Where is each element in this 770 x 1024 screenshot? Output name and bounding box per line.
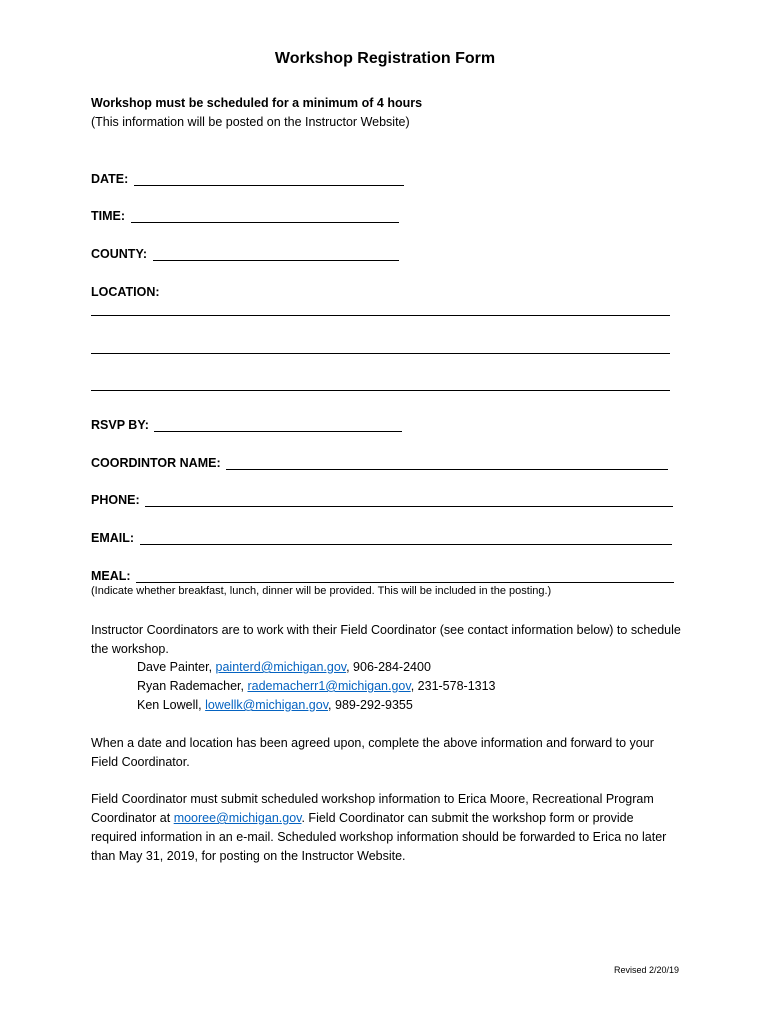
county-blank[interactable] <box>153 246 399 261</box>
revised-date: Revised 2/20/19 <box>613 965 679 975</box>
rsvp-blank[interactable] <box>154 417 402 432</box>
contact-email-link[interactable]: lowellk@michigan.gov <box>205 698 329 712</box>
email-blank[interactable] <box>140 530 672 545</box>
coordinator-label: COORDINTOR NAME: <box>91 456 225 470</box>
coordinator-blank[interactable] <box>226 455 668 470</box>
time-label: TIME: <box>91 209 129 223</box>
instructions-agreed: When a date and location has been agreed upon, complete the above information and forward to your Field Coordinator. <box>91 736 654 769</box>
phone-label: PHONE: <box>91 493 144 507</box>
date-field <box>91 168 404 186</box>
contact-email-link[interactable]: rademacherr1@michigan.gov <box>247 679 411 693</box>
meal-note: (Indicate whether breakfast, lunch, dinner will be provided. This will be included in the posting.) <box>91 585 552 597</box>
location-field <box>91 281 160 299</box>
date-label: DATE: <box>91 172 132 186</box>
instructions-intro: Instructor Coordinators are to work with their Field Coordinator (see contact information below) to schedule the workshop. <box>91 623 681 656</box>
contact-item: Ken Lowell, lowellk@michigan.gov, 989-292-9355 <box>137 698 413 712</box>
page-title: Workshop Registration Form <box>274 50 496 67</box>
coordinator-field <box>91 452 668 470</box>
time-blank[interactable] <box>131 208 399 223</box>
meal-blank[interactable] <box>136 568 674 583</box>
phone-field <box>91 489 673 507</box>
notice-minimum-hours: Workshop must be scheduled for a minimum of 4 hours <box>91 96 423 110</box>
contact-list <box>137 658 496 715</box>
rsvp-label: RSVP BY: <box>91 418 153 432</box>
contact-email-link[interactable]: painterd@michigan.gov <box>215 660 347 674</box>
meal-label: MEAL: <box>91 569 135 583</box>
meal-field <box>91 565 674 583</box>
location-label: LOCATION: <box>91 285 160 299</box>
contact-item: Ryan Rademacher, rademacherr1@michigan.gov, 231-578-1313 <box>137 679 496 693</box>
location-blank-3[interactable] <box>91 390 670 391</box>
instructions-submit: Field Coordinator must submit scheduled workshop information to Erica Moore, Recreational Program Coordinator at mooree@michigan.gov. Field Coordinator can submit the workshop form or provide required information in an e-mail. Scheduled workshop information should be forwarded to Erica no later than May 31, 2019, for posting on the Instructor Website. <box>91 792 667 863</box>
notice-posting: (This information will be posted on the Instructor Website) <box>91 115 410 129</box>
email-field <box>91 527 672 545</box>
email-label: EMAIL: <box>91 531 138 545</box>
location-blank-2[interactable] <box>91 353 670 354</box>
phone-blank[interactable] <box>145 492 673 507</box>
location-blank-1[interactable] <box>91 315 670 316</box>
county-label: COUNTY: <box>91 247 151 261</box>
county-field <box>91 243 399 261</box>
contact-item: Dave Painter, painterd@michigan.gov, 906-284-2400 <box>137 660 431 674</box>
erica-email-link[interactable]: mooree@michigan.gov <box>173 811 302 825</box>
rsvp-field <box>91 414 402 432</box>
time-field <box>91 205 399 223</box>
notice <box>91 94 422 132</box>
date-blank[interactable] <box>134 171 404 186</box>
